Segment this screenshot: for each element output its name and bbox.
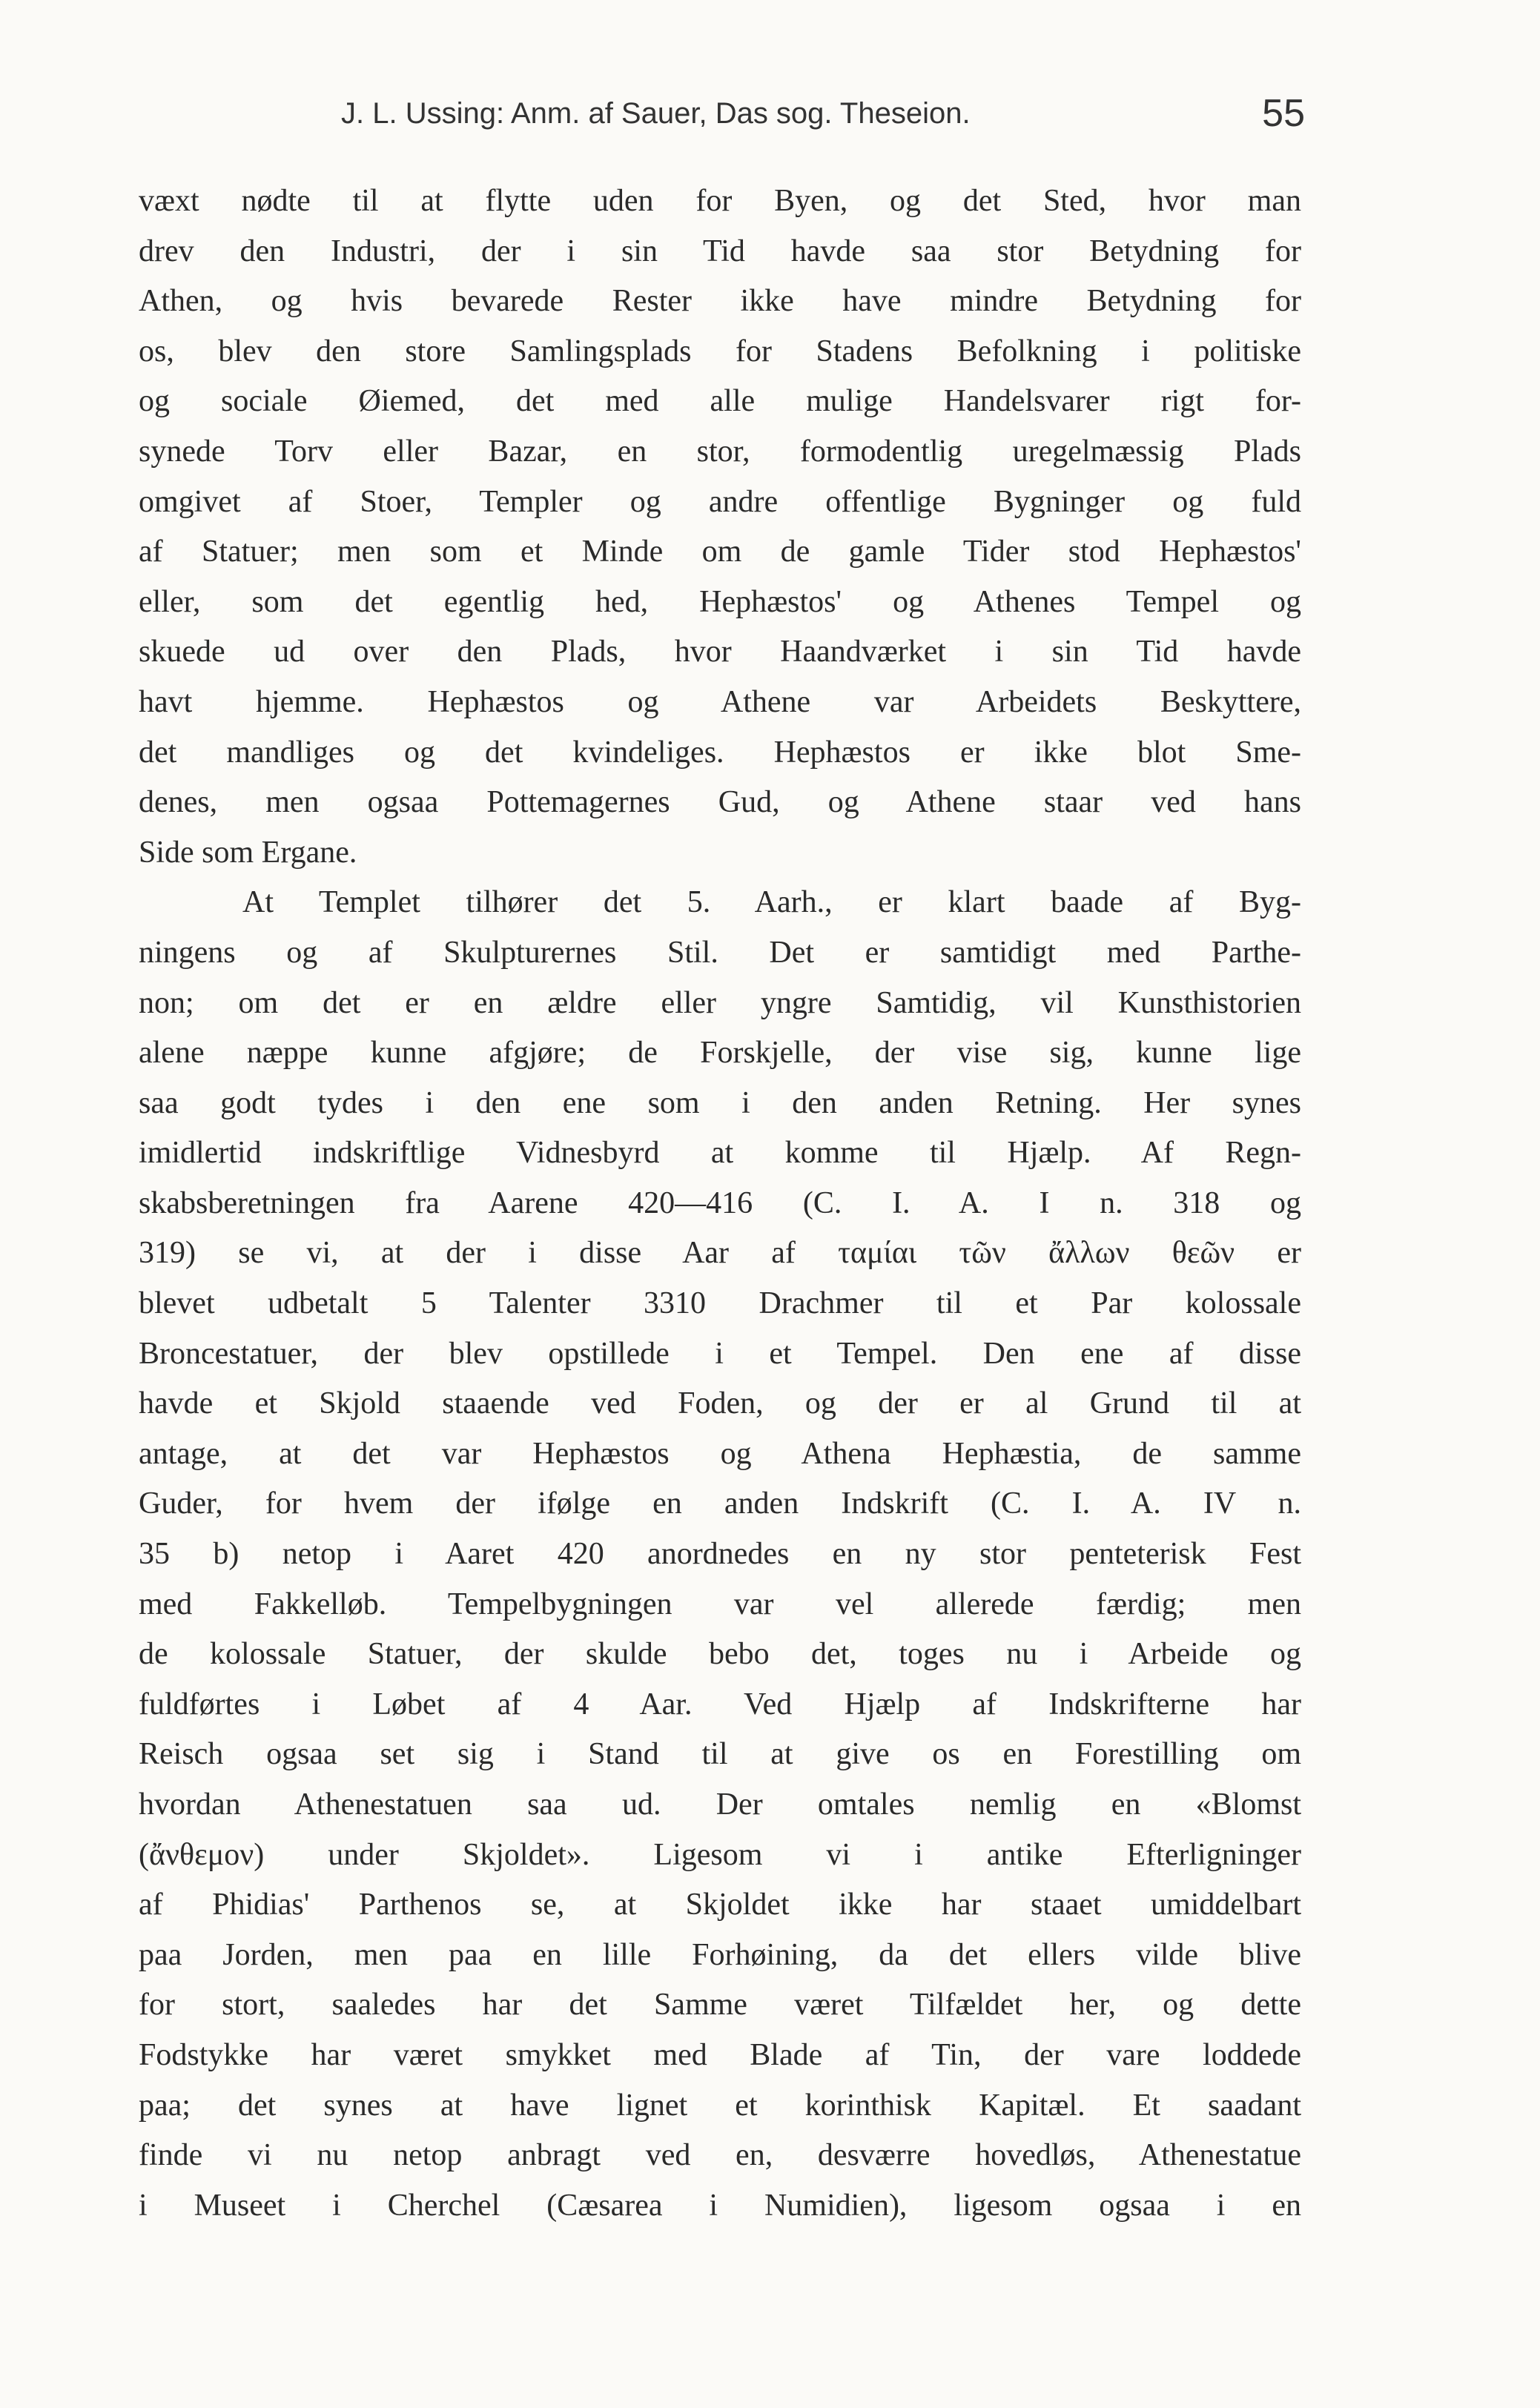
text-line: det mandliges og det kvindeliges. Hephæstos er ikke blot Sme- (139, 735, 1301, 770)
text-line: Athen, og hvis bevarede Rester ikke have mindre Betydning for (139, 284, 1301, 319)
text-line: skabsberetningen fra Aarene 420—416 (C. I. A. I n. 318 og (139, 1185, 1301, 1220)
text-line: af Phidias' Parthenos se, at Skjoldet ikke har staaet umiddelbart (139, 1888, 1301, 1922)
text-line: de kolossale Statuer, der skulde bebo det, toges nu i Arbeide og (139, 1637, 1301, 1672)
text-line: havt hjemme. Hephæstos og Athene var Arbeidets Beskyttere, (139, 684, 1301, 719)
text-line: synede Torv eller Bazar, en stor, formodentlig uregelmæssig Plads (139, 434, 1301, 469)
text-line: 319) se vi, at der i disse Aar af ταμίαι τῶν ἄλλων θεῶν er (139, 1236, 1301, 1271)
text-line: fuldførtes i Løbet af 4 Aar. Ved Hjælp af Indskrifterne har (139, 1687, 1301, 1721)
running-title: J. L. Ussing: Anm. af Sauer, Das sog. Theseion. (341, 97, 971, 130)
text-line: denes, men ogsaa Pottemagernes Gud, og Athene staar ved hans (139, 785, 1301, 820)
text-line: i Museet i Cherchel (Cæsarea i Numidien), ligesom ogsaa i en (139, 2188, 1301, 2223)
body-text (139, 176, 1301, 2231)
text-line: antage, at det var Hephæstos og Athena Hephæstia, de samme (139, 1436, 1301, 1471)
text-line: Fodstykke har været smykket med Blade af Tin, der vare loddede (139, 2037, 1301, 2072)
text-line: Side som Ergane. (139, 835, 357, 870)
text-line: omgivet af Stoer, Templer og andre offentlige Bygninger og fuld (139, 484, 1301, 519)
text-line: med Fakkelløb. Tempelbygningen var vel allerede færdig; men (139, 1587, 1301, 1621)
text-line: havde et Skjold staaende ved Foden, og der er al Grund til at (139, 1386, 1301, 1421)
text-line: os, blev den store Samlingsplads for Stadens Befolkning i politiske (139, 334, 1301, 368)
text-line: paa Jorden, men paa en lille Forhøining, da det ellers vilde blive (139, 1937, 1301, 1972)
text-line: Guder, for hvem der ifølge en anden Indskrift (C. I. A. IV n. (139, 1486, 1301, 1521)
text-line: ningens og af Skulpturernes Stil. Det er samtidigt med Parthe- (139, 935, 1301, 970)
text-line: imidlertid indskriftlige Vidnesbyrd at komme til Hjælp. Af Regn- (139, 1136, 1301, 1171)
text-line: og sociale Øiemed, det med alle mulige Handelsvarer rigt for- (139, 384, 1301, 419)
text-line: hvordan Athenestatuen saa ud. Der omtales nemlig en «Blomst (139, 1787, 1301, 1822)
page-number: 55 (1262, 92, 1305, 135)
text-line: non; om det er en ældre eller yngre Samtidig, vil Kunsthistorien (139, 985, 1301, 1020)
text-line: væxt nødte til at flytte uden for Byen, og det Sted, hvor man (139, 184, 1301, 218)
text-line: drev den Industri, der i sin Tid havde saa stor Betydning for (139, 234, 1301, 268)
text-line: skuede ud over den Plads, hvor Haandværket i sin Tid havde (139, 635, 1301, 669)
text-line: paa; det synes at have lignet et korinthisk Kapitæl. Et saadant (139, 2088, 1301, 2123)
text-line: for stort, saaledes har det Samme været Tilfældet her, og dette (139, 1988, 1301, 2022)
text-line: finde vi nu netop anbragt ved en, desværre hovedløs, Athenestatue (139, 2138, 1301, 2173)
text-line: 35 b) netop i Aaret 420 anordnedes en ny stor penteterisk Fest (139, 1537, 1301, 1572)
text-line: Reisch ogsaa set sig i Stand til at give os en Forestilling om (139, 1737, 1301, 1772)
text-line: saa godt tydes i den ene som i den anden Retning. Her synes (139, 1085, 1301, 1120)
text-line: eller, som det egentlig hed, Hephæstos' og Athenes Tempel og (139, 584, 1301, 619)
text-line: (ἄνθεμον) under Skjoldet». Ligesom vi i antike Efterligninger (139, 1837, 1301, 1872)
text-line: blevet udbetalt 5 Talenter 3310 Drachmer til et Par kolossale (139, 1286, 1301, 1321)
text-line: af Statuer; men som et Minde om de gamle Tider stod Hephæstos' (139, 535, 1301, 569)
text-line: At Templet tilhører det 5. Aarh., er klart baade af Byg- (242, 885, 1301, 920)
text-line: Broncestatuer, der blev opstillede i et Tempel. Den ene af disse (139, 1336, 1301, 1371)
page-header (341, 87, 1305, 139)
text-line: alene næppe kunne afgjøre; de Forskjelle, der vise sig, kunne lige (139, 1036, 1301, 1071)
